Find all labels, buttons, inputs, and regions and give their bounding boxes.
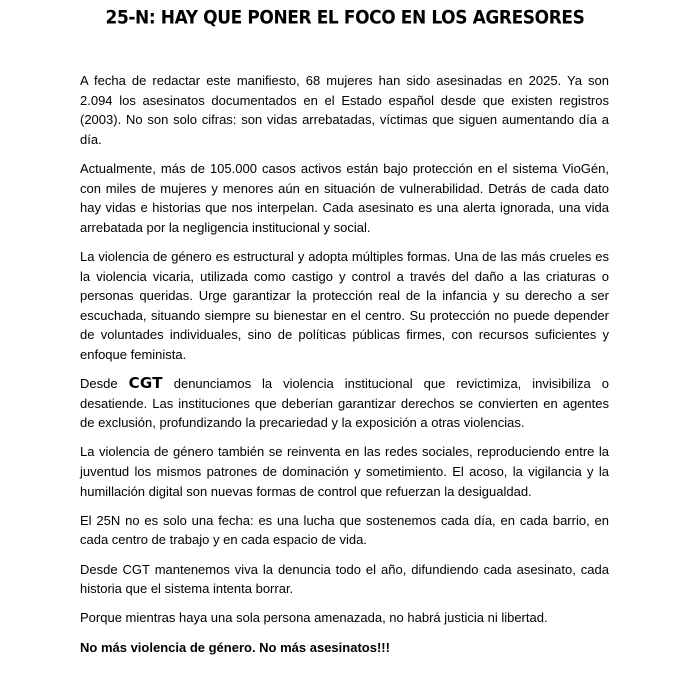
paragraph-statistics: A fecha de redactar este manifiesto, 68 mujeres han sido asesinadas en 2025. Ya son 2.094 los asesinatos documentados en el Estado español desde que existen registros (2003). No son solo cifras: son vidas arrebatadas, víctimas que siguen aumentando día a día. [80, 73, 609, 147]
paragraph-25n: El 25N no es solo una fecha: es una lucha que sostenemos cada día, en cada barrio, en cada centro de trabajo y en cada espacio de vida. [80, 512, 609, 548]
manifesto-body [80, 71, 609, 667]
paragraph-structural-violence: La violencia de género es estructural y adopta múltiples formas. Una de las más crueles es la violencia vicaria, utilizada como castigo y control a través del daño a las criaturas o personas queridas. Urge garantizar la protección real de la infancia y su derecho a ser escuchada, situando siempre su bienestar en el centro. Su protección no puede depender de voluntades individuales, sino de políticas públicas firmes, con recursos suficientes y enfoque feminista. [80, 248, 609, 362]
paragraph-institutional-violence [80, 374, 609, 433]
closing-slogan: No más violencia de género. No más asesinatos!!! [80, 639, 390, 655]
page-title: 25-N: HAY QUE PONER EL FOCO EN LOS AGRESORES [105, 7, 585, 29]
paragraph-institutional-text: denunciamos la violencia institucional que revictimiza, invisibiliza o desatiende. Las instituciones que deberían garantizar derechos se convierten en agentes de exclusión, profundizando la precariedad y la exposición a otras violencias. [80, 376, 609, 431]
paragraph-viogen: Actualmente, más de 105.000 casos activos están bajo protección en el sistema VioGén, con miles de mujeres y menores aún en situación de vulnerabilidad. Detrás de cada dato hay vidas e historias que nos interpelan. Cada asesinato es una alerta ignorada, una vida arrebatada por la negligencia institucional y social. [80, 160, 609, 235]
paragraph-cgt-denuncia: Desde CGT mantenemos viva la denuncia todo el año, difundiendo cada asesinato, cada historia que el sistema intenta borrar. [80, 561, 609, 597]
cgt-logo: CGT [128, 374, 163, 393]
paragraph-institutional-lead: Desde [80, 376, 129, 392]
paragraph-justice: Porque mientras haya una sola persona amenazada, no habrá justicia ni libertad. [80, 610, 548, 626]
paragraph-social-media: La violencia de género también se reinventa en las redes sociales, reproduciendo entre la juventud los mismos patrones de dominación y sometimiento. El acoso, la vigilancia y la humillación digital son nuevas formas de control que refuerzan la desigualdad. [80, 444, 609, 499]
